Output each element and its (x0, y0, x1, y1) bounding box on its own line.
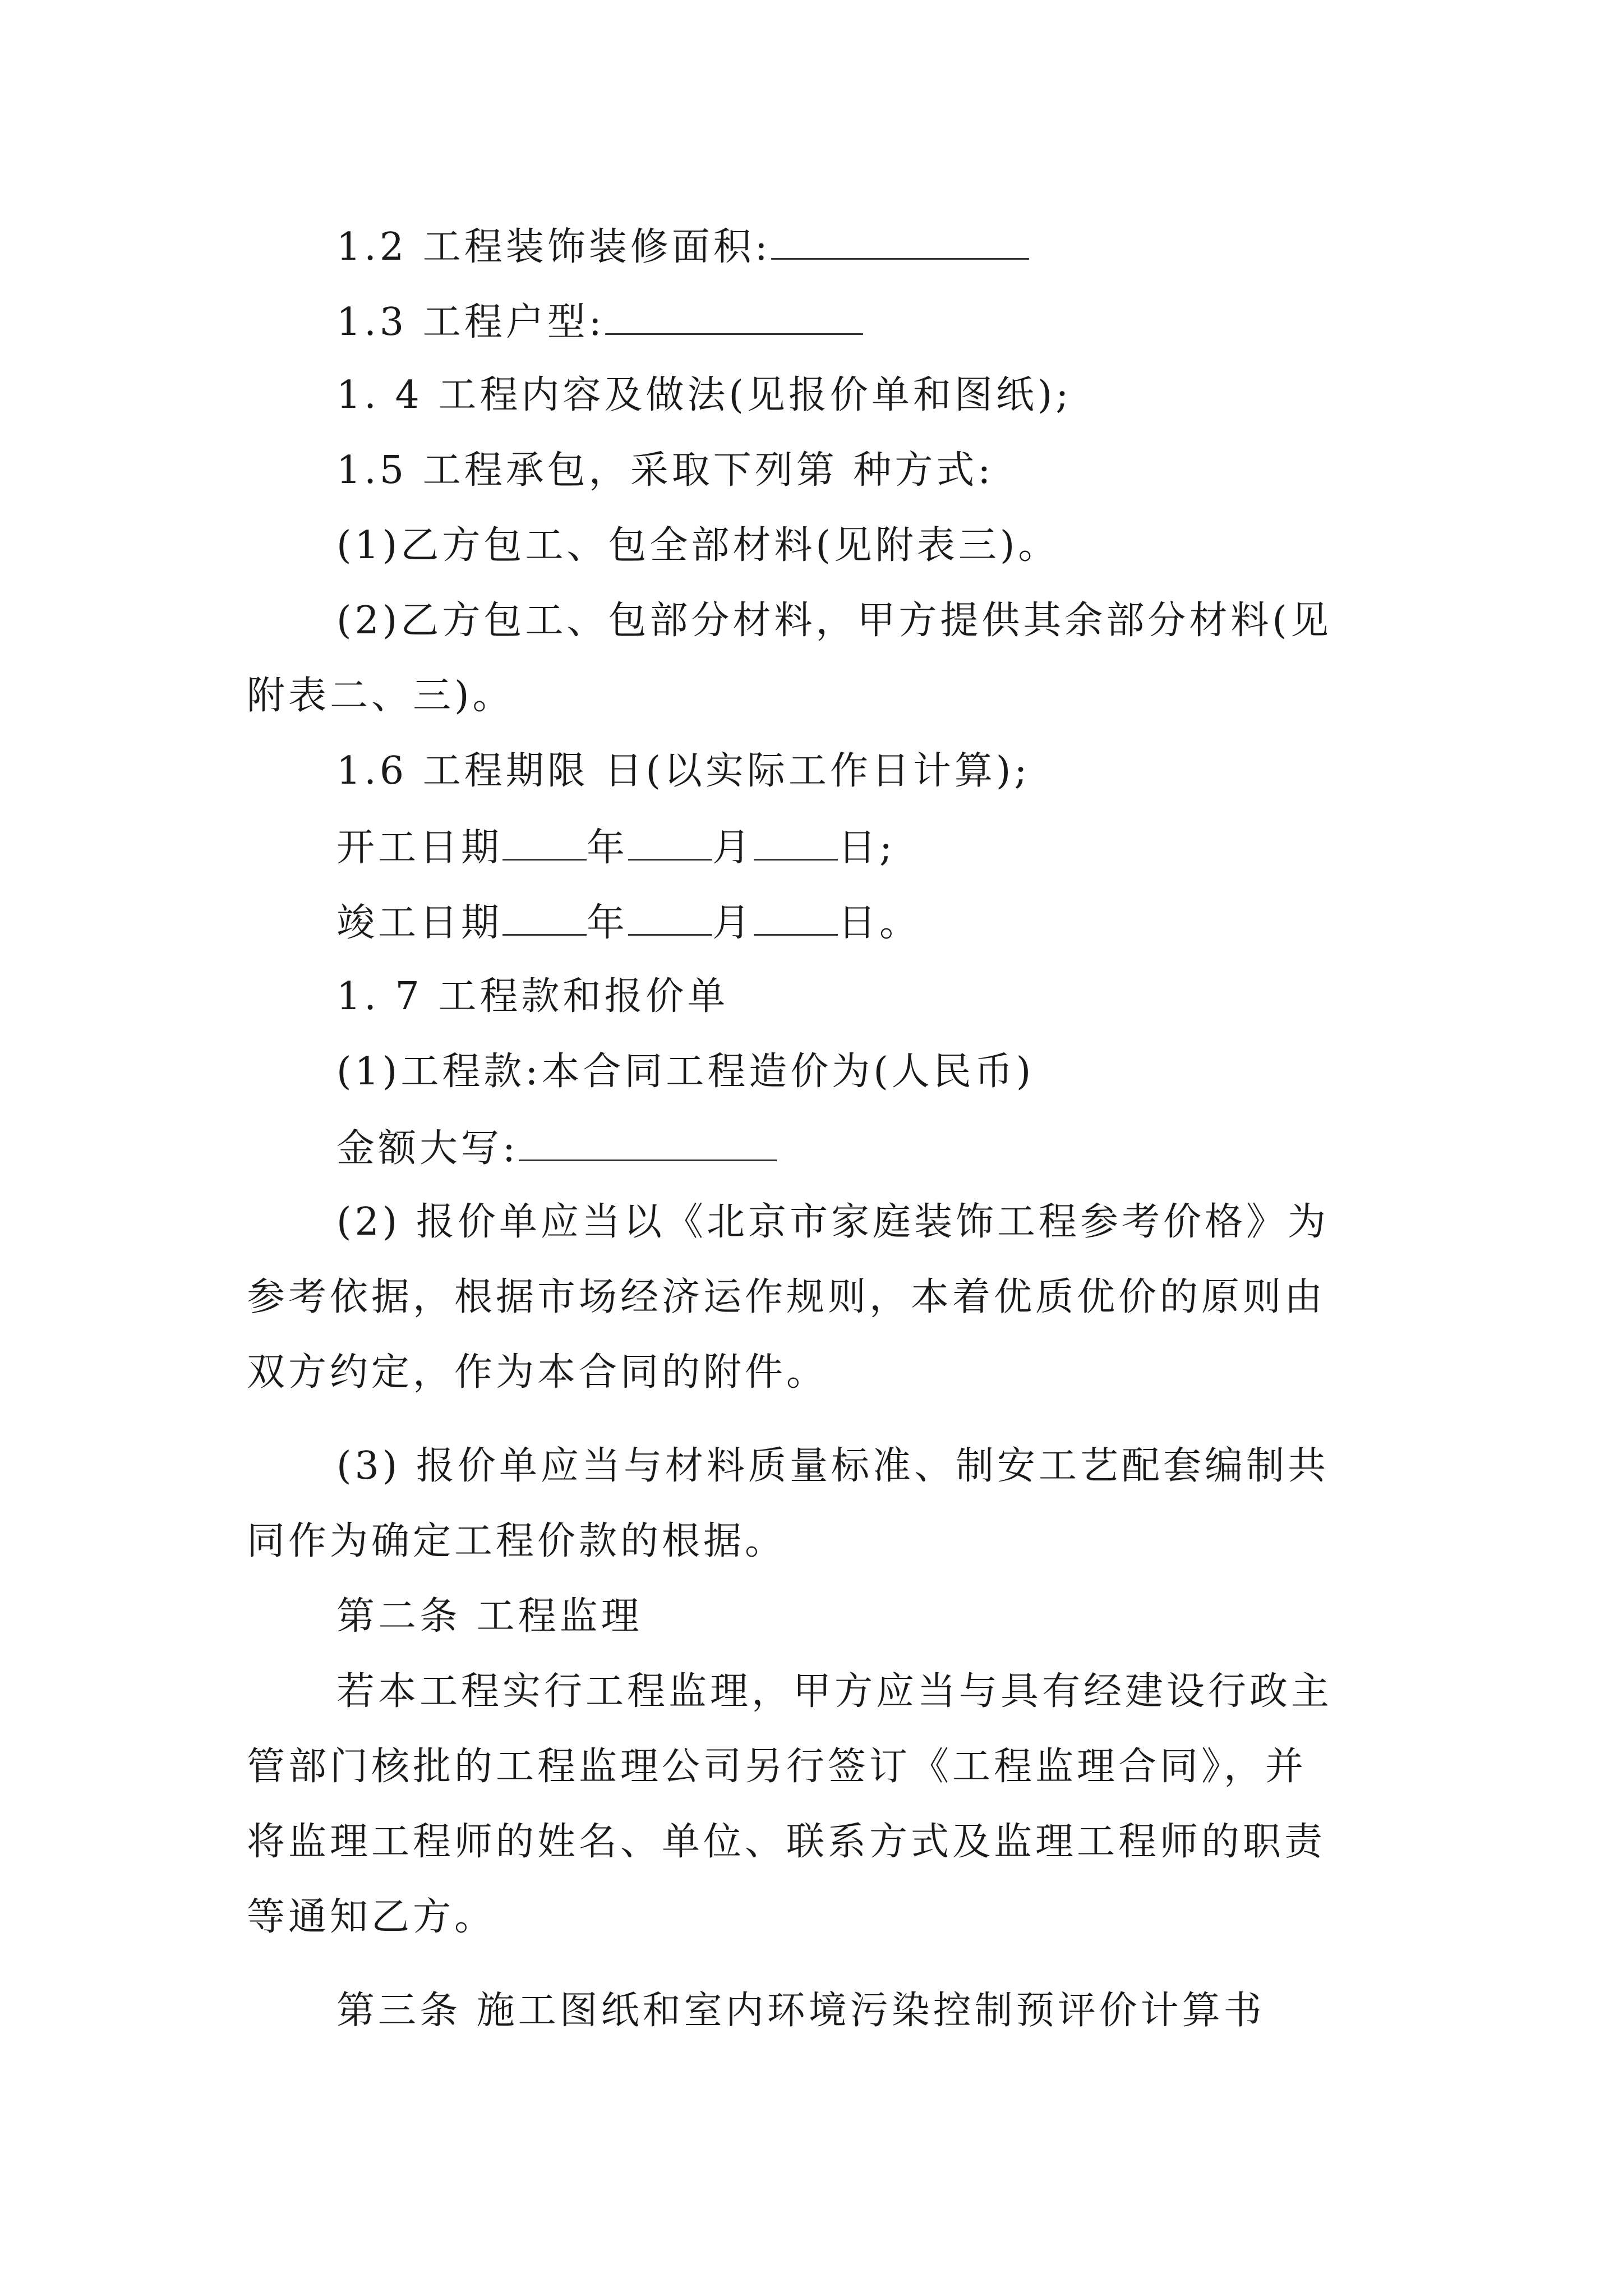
amount-words-line (0, 1125, 1623, 1171)
quote-basis-line-c: 双方约定，作为本合同的附件。 (247, 1350, 828, 1395)
content-line: 1. 4 工程内容及做法(见报价单和图纸); (336, 373, 1072, 417)
supervision-line-d: 等通知乙方。 (247, 1895, 496, 1939)
start-year-unit: 年 (587, 826, 629, 870)
payment-amount-line: (1)工程款:本合同工程造价为(人民币) (336, 1050, 1035, 1094)
article-3-heading: 第三条 施工图纸和室内环境污染控制预评价计算书 (336, 1989, 1265, 2033)
area-blank (771, 223, 1029, 260)
quote-basis-line-b: 参考依据，根据市场经济运作规则，本着优质优价的原则由 (247, 1275, 1326, 1319)
start-day-blank (754, 824, 838, 861)
supervision-line-b: 管部门核批的工程监理公司另行签订《工程监理合同》，并 (247, 1745, 1307, 1789)
contract-mode-line: 1.5 工程承包，采取下列第 种方式: (336, 448, 994, 493)
article-2-heading: 第二条 工程监理 (336, 1594, 643, 1639)
payment-heading: 1. 7 工程款和报价单 (336, 974, 729, 1019)
end-year-blank (502, 899, 587, 936)
area-label: 1.2 工程装饰装修面积: (336, 225, 771, 269)
end-month-blank (628, 899, 712, 936)
end-month-unit: 月 (712, 901, 754, 945)
quote-basis-line-a: (2) 报价单应当以《北京市家庭装饰工程参考价格》为 (336, 1200, 1329, 1244)
unit-type-line (0, 298, 1623, 345)
start-date-line (0, 824, 1623, 871)
end-date-line (0, 899, 1623, 946)
unit-type-blank (605, 298, 863, 335)
supervision-line-c: 将监理工程师的姓名、单位、联系方式及监理工程师的职责 (247, 1820, 1326, 1864)
duration-line: 1.6 工程期限 日(以实际工作日计算); (336, 749, 1031, 793)
end-day-unit: 日。 (838, 901, 921, 945)
end-year-unit: 年 (587, 901, 629, 945)
start-month-blank (628, 824, 712, 861)
area-line (0, 223, 1623, 270)
option-1-line: (1)乙方包工、包全部材料(见附表三)。 (336, 523, 1060, 568)
option-2-line-a: (2)乙方包工、包部分材料，甲方提供其余部分材料(见 (336, 599, 1332, 643)
end-date-label: 竣工日期 (336, 901, 503, 945)
start-month-unit: 月 (712, 826, 754, 870)
quote-standard-line-a: (3) 报价单应当与材料质量标准、制安工艺配套编制共 (336, 1444, 1329, 1488)
amount-words-label: 金额大写: (336, 1126, 519, 1171)
quote-standard-line-b: 同作为确定工程价款的根据。 (247, 1519, 787, 1563)
end-day-blank (754, 899, 838, 936)
start-year-blank (502, 824, 587, 861)
option-2-line-b: 附表二、三)。 (247, 674, 514, 718)
supervision-line-a: 若本工程实行工程监理，甲方应当与具有经建设行政主 (336, 1669, 1333, 1714)
unit-type-label: 1.3 工程户型: (336, 300, 605, 344)
start-date-label: 开工日期 (336, 826, 503, 870)
start-day-unit: 日; (838, 826, 896, 870)
amount-words-blank (519, 1125, 777, 1161)
